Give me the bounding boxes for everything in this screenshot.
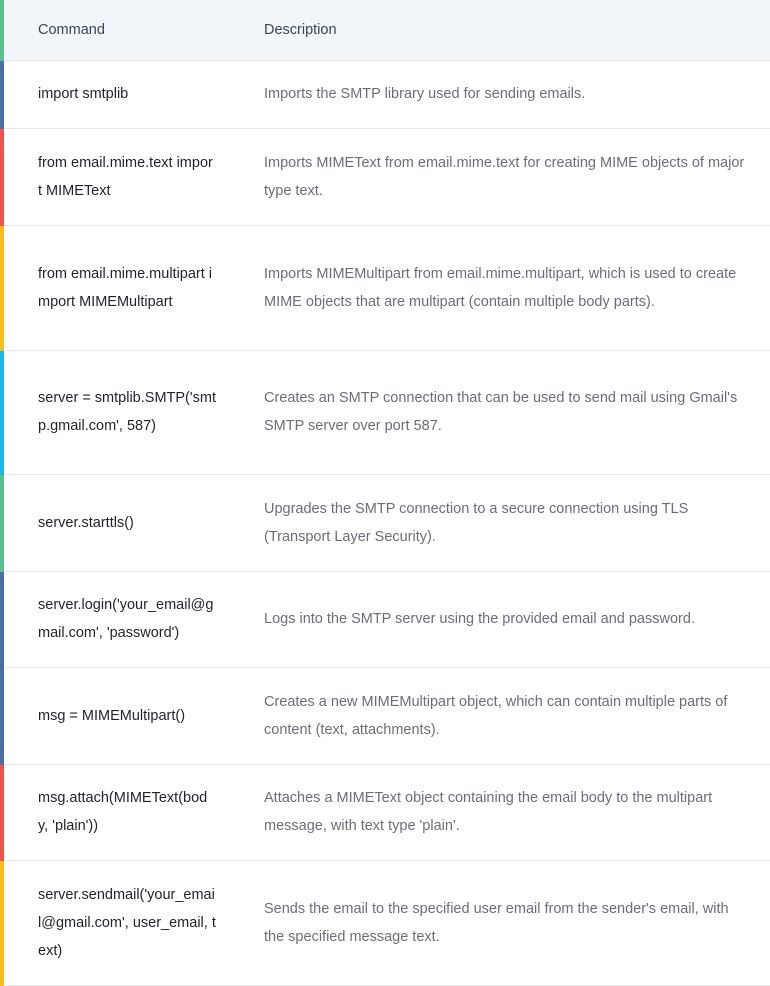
command-cell: from email.mime.multipart import MIMEMultipart — [2, 225, 238, 350]
description-cell: Imports MIMEText from email.mime.text for creating MIME objects of major type text. — [238, 128, 770, 225]
table-row — [2, 764, 770, 860]
command-cell: server = smtplib.SMTP('smtp.gmail.com', 587) — [2, 350, 238, 474]
table-row — [2, 474, 770, 571]
command-cell: from email.mime.text import MIMEText — [2, 128, 238, 225]
description-cell: Imports MIMEMultipart from email.mime.multipart, which is used to create MIME objects that are multipart (contain multiple body parts). — [238, 225, 770, 350]
description-cell: Sends the email to the specified user email from the sender's email, with the specified message text. — [238, 860, 770, 985]
table-row — [2, 667, 770, 764]
column-header-command: Command — [2, 0, 238, 60]
command-cell: server.sendmail('your_email@gmail.com', user_email, text) — [2, 860, 238, 985]
description-cell: Creates a new MIMEMultipart object, which can contain multiple parts of content (text, attachments). — [238, 667, 770, 764]
table-row — [2, 571, 770, 667]
description-cell: Attaches a MIMEText object containing the email body to the multipart message, with text type 'plain'. — [238, 764, 770, 860]
description-cell: Logs into the SMTP server using the provided email and password. — [238, 571, 770, 667]
table-row — [2, 225, 770, 350]
table-row — [2, 128, 770, 225]
command-cell: server.starttls() — [2, 474, 238, 571]
command-cell: server.login('your_email@gmail.com', 'password') — [2, 571, 238, 667]
description-cell: Imports the SMTP library used for sending emails. — [238, 60, 770, 128]
table-row — [2, 860, 770, 985]
command-cell: msg.attach(MIMEText(body, 'plain')) — [2, 764, 238, 860]
command-cell: import smtplib — [2, 60, 238, 128]
table-row — [2, 350, 770, 474]
description-cell: Upgrades the SMTP connection to a secure connection using TLS (Transport Layer Security). — [238, 474, 770, 571]
command-cell: msg = MIMEMultipart() — [2, 667, 238, 764]
description-cell: Creates an SMTP connection that can be used to send mail using Gmail's SMTP server over port 587. — [238, 350, 770, 474]
table-row — [2, 60, 770, 128]
header-row — [2, 0, 770, 60]
column-header-description: Description — [238, 0, 770, 60]
